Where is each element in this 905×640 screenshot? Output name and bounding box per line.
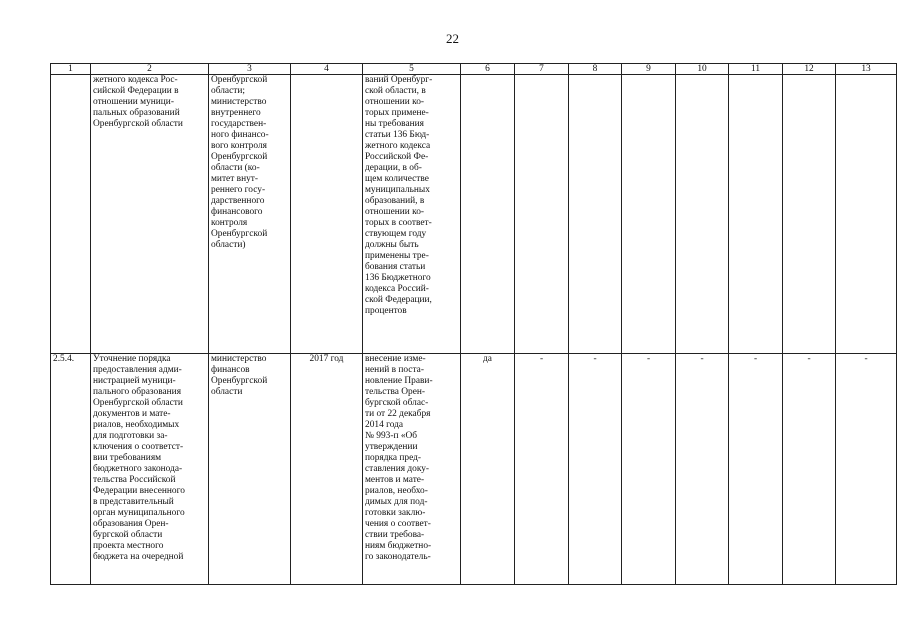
cell-result: внесение изме- нений в поста- новление Прави- тельства Орен- бургской облас- ти от 22 декабря 2014 года № 993-п «Об утверждении порядка пред- ставления доку- ментов и мате- риалов, необхо- димых для под- готовки заклю- чения о соответ- ствии требова- ниям бюджетно- го законодатель- bbox=[363, 354, 461, 585]
cell-value bbox=[676, 75, 729, 354]
cell-number bbox=[51, 75, 91, 354]
header-cell: 10 bbox=[676, 64, 729, 75]
cell-executor: Оренбургской области; министерство внутреннего государствен- ного финансо- вого контроля Оренбургской области (ко- митет внут- реннего госу- дарственного финансового контроля Оренбургской области) bbox=[209, 75, 291, 354]
header-cell: 13 bbox=[836, 64, 897, 75]
cell-value: - bbox=[836, 354, 897, 585]
cell-measure: жетного кодекса Рос- сийской Федерации в отношении муници- пальных образований Оренбургской области bbox=[91, 75, 209, 354]
table-row bbox=[51, 354, 897, 585]
cell-result: ваний Оренбург- ской области, в отношении ко- торых примене- ны требования статьи 136 Бюд- жетного кодекса Российской Фе- дерации, в об- щем количестве муниципальных образований, в отношении ко- торых в соответ- ствующем году должны быть применены тре- бования статьи 136 Бюджетного кодекса Россий- ской Федерации, процентов bbox=[363, 75, 461, 354]
cell-period bbox=[291, 75, 363, 354]
header-row bbox=[51, 64, 897, 75]
header-cell: 3 bbox=[209, 64, 291, 75]
cell-value bbox=[569, 75, 622, 354]
header-cell: 8 bbox=[569, 64, 622, 75]
page-number: 22 bbox=[446, 31, 459, 46]
header-cell: 7 bbox=[515, 64, 569, 75]
table-row bbox=[51, 75, 897, 354]
cell-value bbox=[783, 75, 836, 354]
header-cell: 2 bbox=[91, 64, 209, 75]
cell-value: да bbox=[461, 354, 515, 585]
cell-value: - bbox=[729, 354, 783, 585]
header-cell: 1 bbox=[51, 64, 91, 75]
cell-value: - bbox=[569, 354, 622, 585]
cell-value bbox=[515, 75, 569, 354]
cell-measure: Уточнение порядка предоставления адми- нистрацией муници- пального образования Оренбургской области документов и мате- риалов, необходимых для подготовки за- ключения о соответст- вии требованиям бюджетного законода- тельства Российской Федерации внесенного в представительный орган муниципального образования Орен- бургской области проекта местного бюджета на очередной bbox=[91, 354, 209, 585]
cell-executor: министерство финансов Оренбургской области bbox=[209, 354, 291, 585]
cell-value: - bbox=[676, 354, 729, 585]
header-cell: 12 bbox=[783, 64, 836, 75]
header-cell: 5 bbox=[363, 64, 461, 75]
cell-value bbox=[461, 75, 515, 354]
header-cell: 11 bbox=[729, 64, 783, 75]
header-cell: 6 bbox=[461, 64, 515, 75]
cell-value bbox=[622, 75, 676, 354]
cell-number: 2.5.4. bbox=[51, 354, 91, 585]
cell-value bbox=[836, 75, 897, 354]
header-cell: 4 bbox=[291, 64, 363, 75]
cell-value bbox=[729, 75, 783, 354]
cell-value: - bbox=[783, 354, 836, 585]
cell-value: - bbox=[515, 354, 569, 585]
header-cell: 9 bbox=[622, 64, 676, 75]
cell-period: 2017 год bbox=[291, 354, 363, 585]
cell-value: - bbox=[622, 354, 676, 585]
plan-table bbox=[50, 63, 897, 585]
